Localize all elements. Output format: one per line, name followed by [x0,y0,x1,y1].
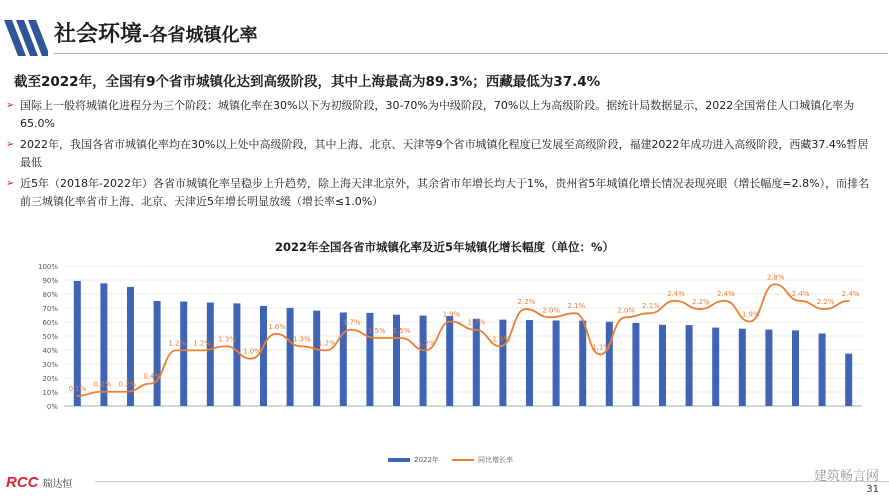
page-number: 31 [866,484,879,495]
bullet-item [6,97,878,133]
bullet-arrow-icon: ➢ [6,139,15,150]
bar [313,311,320,406]
bar [553,320,560,406]
bar [765,330,772,406]
data-label: 2.0% [542,306,561,315]
data-label: 1.0% [243,347,261,356]
logo-stripes-icon [4,20,48,56]
bullet-item [6,136,878,172]
bar [526,320,533,406]
title-subtitle: -各省城镇化率 [142,25,258,46]
bar [579,321,586,406]
bar [845,354,852,406]
bar [154,301,161,406]
bullet-text: 国际上一般将城镇化进程分为三个阶段：城镇化率在30%以下为初级阶段，30-70%为中级阶段，70%以上为高级阶段。据统计局数据显示，2022全国常住人口城镇化率为65.0% [20,99,855,130]
y-tick-label: 90% [42,277,58,285]
footer-logo-cn: 瑞达恒 [42,479,73,490]
urbanization-chart [0,252,889,474]
data-label: 1.5% [367,327,386,335]
chart-title: 2022年全国各省市城镇化率及近5年城镇化增长幅度（单位：%） [274,240,615,254]
bar [287,308,294,406]
bullet-text: 2022年，我国各省市城镇化率均在30%以上处中高级阶段，其中上海、北京、天津等9个省市城镇化程度已发展至高级阶段，福建2022年成功进入高级阶段，西藏37.4%暂居最低 [20,138,869,169]
data-label: 2.2% [816,298,835,307]
bullet-text: 近5年（2018年-2022年）各省市城镇化率呈稳步上升趋势，除上海天津北京外，其余省市年增长均大于1%，贵州省5年城镇化增长情况表现亮眼（增长幅度=2.8%），而排名前三城镇化率省市上海、北京、天津近5年增长明显放缓（增长率≤1.0%） [20,177,870,208]
bar [606,322,613,406]
data-label: 2.4% [667,289,685,298]
bullet-arrow-icon: ➢ [6,178,15,189]
data-label: 1.3% [492,335,511,344]
page-title [54,17,258,48]
bar [473,319,480,406]
data-label: 0.2% [118,380,137,389]
footer-logo-rcc: RCC [6,474,39,491]
data-label: 1.2% [193,339,212,348]
y-tick-label: 100% [37,263,58,271]
data-label: 1.2% [168,339,187,348]
data-label: 2.2% [692,298,710,307]
title-divider [54,53,888,54]
legend-label: 同比增长率 [478,456,513,464]
y-tick-label: 20% [42,375,58,383]
data-label: 1.9% [741,310,760,319]
bullet-list [6,97,878,214]
y-tick-label: 60% [42,319,58,327]
data-label: 2.4% [716,289,735,298]
y-tick-label: 40% [42,347,58,355]
data-label: 1.5% [392,327,411,335]
data-label: 2.4% [841,289,860,298]
data-label: 1.9% [442,310,461,319]
legend-swatch-bar [388,458,410,462]
y-tick-label: 0% [46,403,58,411]
data-label: 2.0% [617,306,635,315]
watermark: 建筑畅言网 [813,469,879,484]
data-label: 1.2% [317,339,336,348]
bar [420,316,427,406]
data-label: 0.4% [143,372,162,381]
legend-label: 2022年 [414,456,439,464]
bar [712,328,719,406]
data-label: 2.4% [791,289,810,298]
bar [792,330,799,406]
bar [659,325,666,406]
bar [233,303,240,406]
y-tick-label: 30% [42,361,58,369]
title-main: 社会环境 [54,22,143,47]
data-label: 1.2% [417,339,436,348]
data-label: 2.2% [517,298,536,307]
data-label: 2.8% [766,273,785,282]
data-label: 2.1% [642,302,660,311]
bar [686,325,693,406]
data-label: 2.1% [567,302,586,311]
headline: 截至2022年，全国有9个省市城镇化达到高级阶段，其中上海最高为89.3%；西藏最低为37.4% [14,74,601,90]
bar [632,323,639,406]
bar [446,316,453,406]
data-label: 0.1% [68,384,87,393]
bullet-arrow-icon: ➢ [6,100,15,111]
y-tick-label: 10% [42,389,58,397]
data-label: 1.7% [342,318,361,327]
bar [499,320,506,406]
bar [260,306,267,406]
y-tick-label: 70% [42,305,58,313]
footer-divider [95,481,889,482]
data-label: 1.1% [592,343,611,352]
bullet-item [6,175,878,211]
y-tick-label: 50% [42,333,58,341]
bar [180,302,187,406]
data-label: 1.7% [467,318,486,327]
bar [207,303,214,406]
bar [739,329,746,406]
bar [819,333,826,406]
y-tick-label: 80% [42,291,58,299]
data-label: 1.3% [293,335,311,344]
data-label: 1.6% [268,322,286,331]
data-label: 1.3% [218,335,236,344]
data-label: 0.2% [93,380,112,389]
footer-logo [6,474,73,492]
